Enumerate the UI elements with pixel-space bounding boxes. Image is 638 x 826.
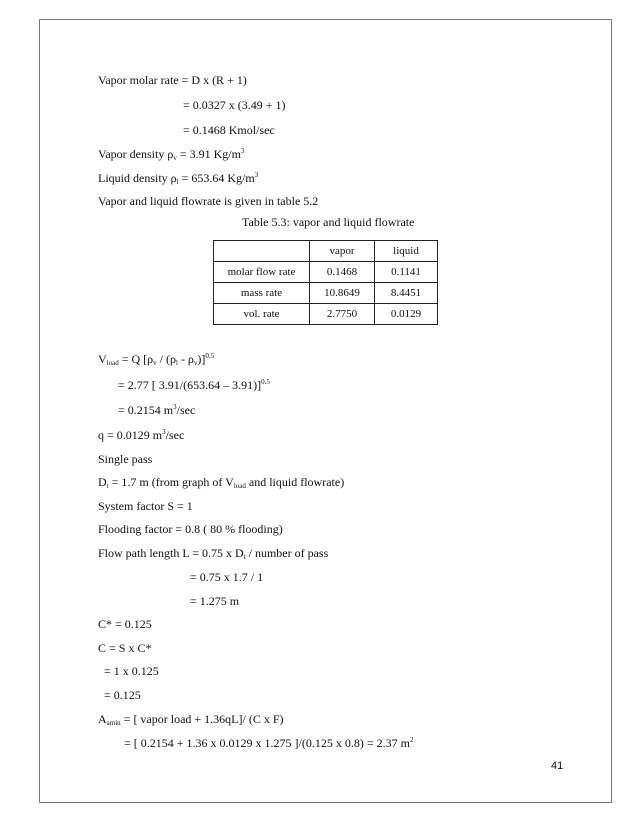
page-number: 41	[551, 760, 564, 772]
system-factor-line: System factor S = 1	[98, 499, 193, 513]
liquid-rate-line: q = 0.0129 $m^3/\sec$	[98, 428, 185, 442]
table-cell: 2.7750	[310, 304, 375, 325]
vapor-molar-rate-step: = 0.0327 x (3.49 + 1)	[183, 98, 286, 112]
vapor-density-line: Vapor density $\rho_v = 3.91$ $Kg/m^3$	[98, 147, 245, 162]
table-row	[214, 262, 438, 283]
table-cell: mass rate	[214, 283, 310, 304]
table-cell: 10.8649	[310, 283, 375, 304]
active-area-result-line: = [ 0.2154 + 1.36 x 0.0129 x 1.275 ]/(0.125 x 0.8) = 2.37 $m^2$	[124, 736, 414, 750]
vload-result-line: = 0.2154 $m^3/\sec$	[118, 403, 196, 417]
tower-diameter-line: $D_t = 1.7$ m (from graph of $V_{load}$ and liquid flowrate)	[98, 475, 345, 490]
flowrate-table	[213, 240, 438, 325]
vload-step-line: = 2.77 [ 3.91/(653.64 – 3.91)]$^{0.5}$	[118, 378, 270, 392]
flow-path-length-result: = 1.275 m	[190, 594, 240, 608]
table-cell: 0.1468	[310, 262, 375, 283]
table-header-row	[214, 241, 438, 262]
table-cell: 0.1141	[375, 262, 438, 283]
table-header-cell: vapor	[310, 241, 375, 262]
single-pass-line: Single pass	[98, 452, 153, 466]
table-row	[214, 304, 438, 325]
active-area-formula-line: $A_{amin}$ = [ vapor load + 1.36qL]/ (C x F)	[98, 712, 284, 727]
c-step-line: = 1 x 0.125	[104, 664, 159, 678]
vapor-molar-rate-result: = 0.1468 Kmol/sec	[183, 123, 275, 137]
flooding-factor-line: Flooding factor = 0.8 ( 80 % flooding)	[98, 522, 283, 536]
table-cell: 8.4451	[375, 283, 438, 304]
c-result-line: = 0.125	[104, 688, 141, 702]
table-cell: vol. rate	[214, 304, 310, 325]
table-header-cell: liquid	[375, 241, 438, 262]
flow-path-length-line: Flow path length L = 0.75 x $D_t$ / number of pass	[98, 546, 329, 561]
table-cell: 0.0129	[375, 304, 438, 325]
vapor-molar-rate-line: Vapor molar rate = D x (R + 1)	[98, 73, 247, 87]
liquid-density-line: Liquid density $\rho_l = 653.64$ $Kg/m^3$	[98, 171, 259, 186]
c-star-line: C* = 0.125	[98, 617, 152, 631]
table-cell: molar flow rate	[214, 262, 310, 283]
table-header-cell	[214, 241, 310, 262]
flowrate-given-line: Vapor and liquid flowrate is given in table 5.2	[98, 194, 319, 208]
flow-path-length-step: = 0.75 x 1.7 / 1	[190, 570, 264, 584]
table-row	[214, 283, 438, 304]
c-formula-line: C = S x C*	[98, 641, 152, 655]
vload-formula-line: $V_{load} = Q$ $[\rho_v / (\rho_l - \rho_v)]^{0.5}$	[98, 352, 215, 367]
table-caption: Table 5.3: vapor and liquid flowrate	[242, 215, 415, 229]
